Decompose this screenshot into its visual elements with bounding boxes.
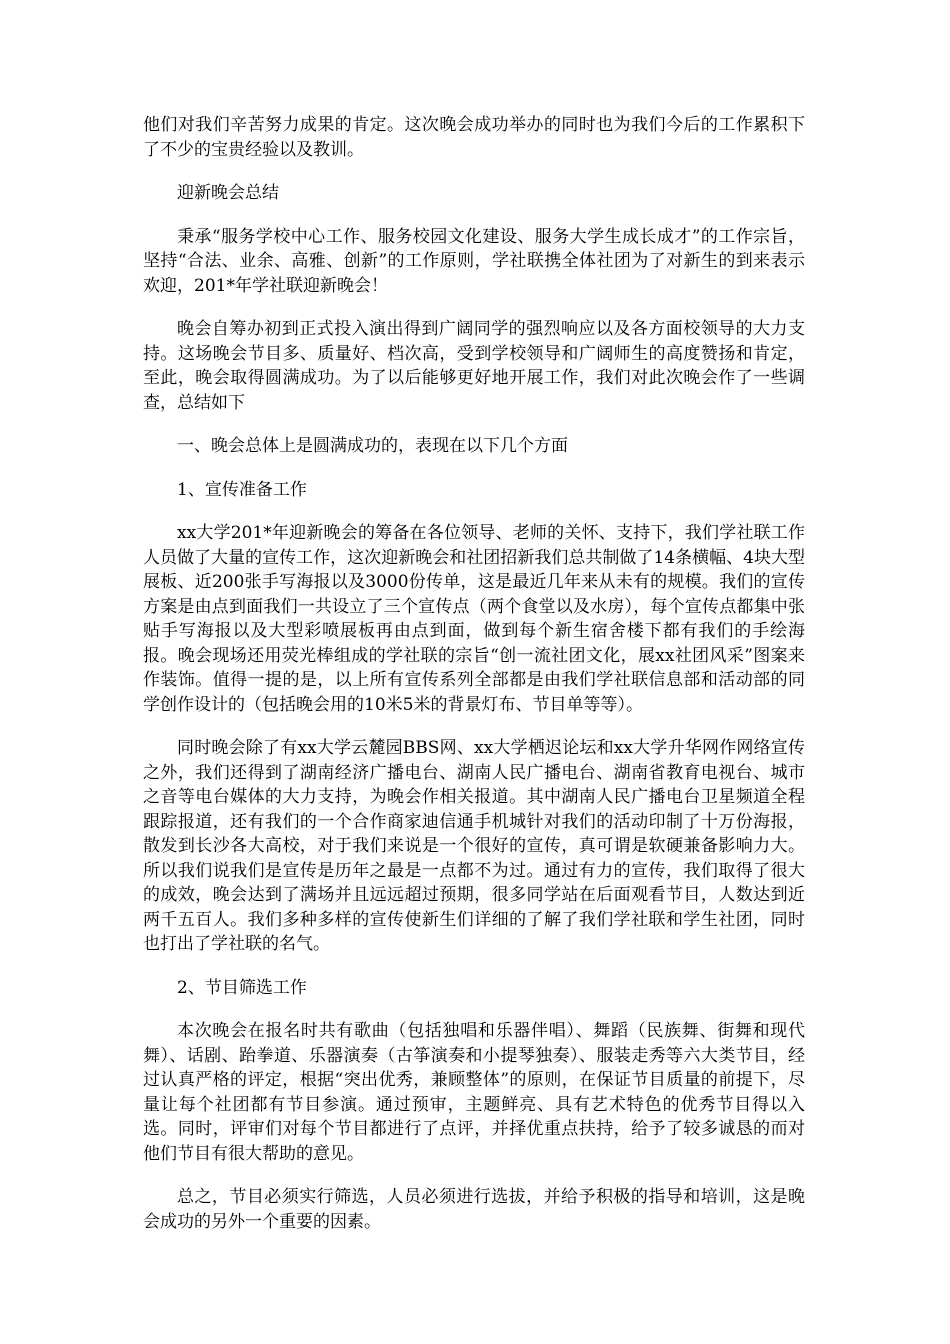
paragraph-media: 同时晚会除了有xx大学云麓园BBS网、xx大学栖迟论坛和xx大学升华网作网络宣传之外，我们还得到了湖南经济广播电台、湖南人民广播电台、湖南省教育电视台、城市之音等电台媒体的大力支持，为晚会作相关报道。其中湖南人民广播电台卫星频道全程跟踪报道，还有我们的一个合作商家迪信通手机城针对我们的活动印制了十万份海报，散发到长沙各大高校，对于我们来说是一个很好的宣传，真可谓是软硬兼备影响力大。所以我们说我们是宣传是历年之最是一点都不为过。通过有力的宣传，我们取得了很大的成效，晚会达到了满场并且远远超过预期，很多同学站在后面观看节目，人数达到近两千五百人。我们多种多样的宣传使新生们详细的了解了我们学社联和学生社团，同时也打出了学社联的名气。 — [143, 738, 805, 954]
paragraph-overview: 晚会自筹办初到正式投入演出得到广阔同学的强烈响应以及各方面校领导的大力支持。这场晚会节目多、质量好、档次高，受到学校领导和广阔师生的高度赞扬和肯定，至此，晚会取得圆满成功。为了以后能够更好地开展工作，我们对此次晚会作了一些调查，总结如下 — [143, 319, 805, 413]
paragraph-intro: 秉承“服务学校中心工作、服务校园文化建设、服务大学生成长成才”的工作宗旨，坚持“合法、业余、高雅、创新”的工作原则，学社联携全体社团为了对新生的到来表示欢迎，201*年学社联迎新晚会！ — [143, 226, 805, 296]
heading-publicity: 1、宣传准备工作 — [177, 479, 307, 500]
section-heading-summary: 迎新晚会总结 — [177, 183, 279, 203]
document-body — [143, 113, 805, 1253]
paragraph-publicity: xx大学201*年迎新晚会的筹备在各位领导、老师的关怀、支持下，我们学社联工作人员做了大量的宣传工作，这次迎新晚会和社团招新我们总共制做了14条横幅、4块大型展板、近200张手写海报以及3000份传单，这是最近几年来从未有的规模。我们的宣传方案是由点到面我们一共设立了三个宣传点（两个食堂以及水房），每个宣传点都集中张贴手写海报以及大型彩喷展板再由点到面，做到每个新生宿舍楼下都有我们的手绘海报。晚会现场还用荧光棒组成的学社联的宗旨“创一流社团文化，展xx社团风采”图案来作装饰。值得一提的是，以上所有宣传系列全部都是由我们学社联信息部和活动部的同学创作设计的（包括晚会用的10米5米的背景灯布、节目单等等）。 — [143, 523, 805, 715]
paragraph-conclusion: 总之，节目必须实行筛选，人员必须进行选拔，并给予积极的指导和培训，这是晚会成功的另外一个重要的因素。 — [143, 1187, 805, 1232]
paragraph-program-selection: 本次晚会在报名时共有歌曲（包括独唱和乐器伴唱）、舞蹈（民族舞、街舞和现代舞）、话剧、跆拳道、乐器演奏（古筝演奏和小提琴独奏）、服装走秀等六大类节目，经过认真严格的评定，根据“突出优秀，兼顾整体”的原则，在保证节目质量的前提下，尽量让每个社团都有节目参演。通过预审，主题鲜亮、具有艺术特色的优秀节目得以入选。同时，评审们对每个节目都进行了点评，并择优重点扶持，给予了较多诚恳的而对他们节目有很大帮助的意见。 — [143, 1021, 805, 1164]
heading-program-selection: 2、节目筛选工作 — [177, 977, 307, 998]
heading-part-one: 一、晚会总体上是圆满成功的，表现在以下几个方面 — [177, 436, 568, 456]
paragraph-continuation: 他们对我们辛苦努力成果的肯定。这次晚会成功举办的同时也为我们今后的工作累积下了不少的宝贵经验以及教训。 — [143, 115, 805, 160]
